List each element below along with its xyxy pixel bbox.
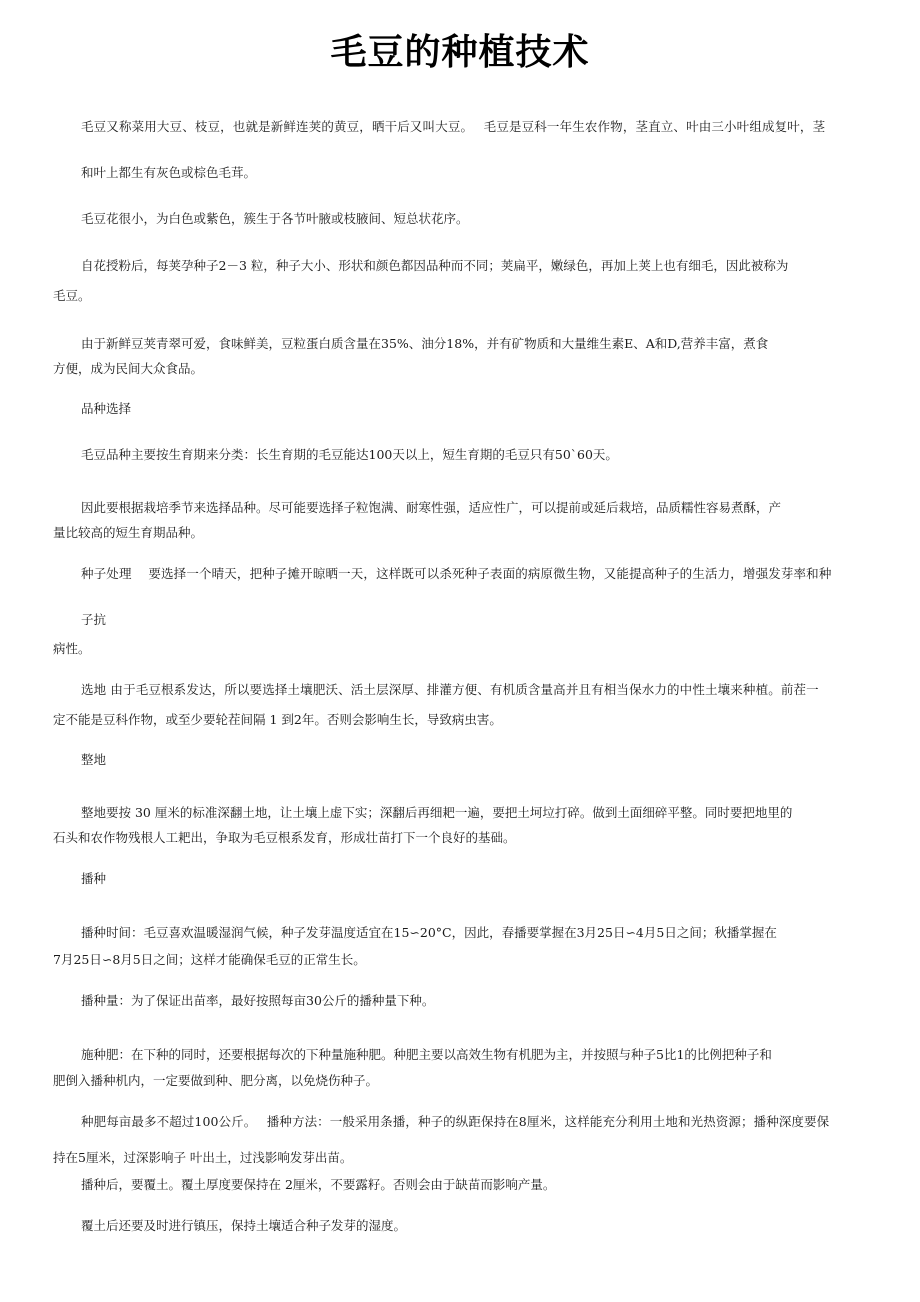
- body-line: 毛豆又称菜用大豆、枝豆，也就是新鲜连荚的黄豆，晒干后又叫大豆。 毛豆是豆科一年生农作物，茎直立、叶由三小叶组成复叶，茎: [81, 119, 826, 134]
- body-line: 选地 由于毛豆根系发达，所以要选择土壤肥沃、活土层深厚、排灌方便、有机质含量高并且有相当保水力的中性土壤来种植。前茬一: [81, 682, 819, 697]
- body-line: 石头和农作物残根人工耙出，争取为毛豆根系发育，形成壮苗打下一个良好的基础。: [53, 830, 516, 845]
- section-heading: 播种: [81, 871, 107, 886]
- body-line: 病性。: [53, 641, 91, 656]
- body-line: 种肥每亩最多不超过100公斤。 播种方法：一般采用条播，种子的纵距保持在8厘米，这样能充分利用土地和光热资源；播种深度要保: [81, 1114, 830, 1129]
- body-line: 因此要根据栽培季节来选择品种。尽可能要选择子粒饱满、耐寒性强，适应性广，可以提前或延后栽培，品质糯性容易煮酥，产: [81, 500, 782, 515]
- body-line: 覆土后还要及时进行镇压，保持土壤适合种子发芽的湿度。: [81, 1218, 407, 1233]
- body-line: 7月25日∽8月5日之间；这样才能确保毛豆的正常生长。: [53, 952, 366, 967]
- body-line: 播种量：为了保证出苗率，最好按照每亩30公斤的播种量下种。: [81, 993, 435, 1008]
- body-line: 肥倒入播种机内，一定要做到种、肥分离，以免烧伤种子。: [53, 1073, 379, 1088]
- body-line: 毛豆品种主要按生育期来分类：长生育期的毛豆能达100天以上，短生育期的毛豆只有50`60天。: [81, 447, 618, 462]
- body-line: 定不能是豆科作物，或至少要轮茬间隔 1 到2年。否则会影响生长，导致病虫害。: [53, 712, 502, 727]
- body-line: 毛豆花很小，为白色或紫色，簇生于各节叶腋或枝腋间、短总状花序。: [81, 211, 469, 226]
- section-heading: 整地: [81, 752, 107, 767]
- body-line: 整地要按 30 厘米的标准深翻土地，让土壤上虚下实；深翻后再细耙一遍，要把土坷垃打碎。做到土面细碎平整。同时要把地里的: [81, 805, 793, 820]
- body-line: 子抗: [81, 612, 107, 627]
- body-line: 种子处理 要选择一个晴天，把种子摊开晾晒一天，这样既可以杀死种子表面的病原微生物，又能提高种子的生活力，增强发芽率和种: [81, 566, 832, 581]
- body-line: 由于新鲜豆荚青翠可爱，食味鲜美，豆粒蛋白质含量在35%、油分18%，并有矿物质和大量维生素E、A和D,营养丰富，煮食: [81, 336, 769, 351]
- section-heading: 品种选择: [81, 401, 132, 416]
- body-line: 和叶上都生有灰色或棕色毛茸。: [81, 165, 257, 180]
- body-line: 播种后，要覆土。覆土厚度要保持在 2厘米，不要露籽。否则会由于缺苗而影响产量。: [81, 1177, 556, 1192]
- body-line: 毛豆。: [53, 288, 91, 303]
- body-line: 方便，成为民间大众食品。: [53, 361, 204, 376]
- body-line: 播种时间：毛豆喜欢温暖湿润气候，种子发芽温度适宜在15∽20°C，因此，春播要掌握在3月25日∽4月5日之间；秋播掌握在: [81, 925, 777, 940]
- body-line: 自花授粉后，每荚孕种子2－3 粒，种子大小、形状和颜色都因品种而不同；荚扁平，嫩绿色，再加上荚上也有细毛，因此被称为: [81, 258, 789, 273]
- body-line: 量比较高的短生育期品种。: [53, 525, 204, 540]
- body-line: 持在5厘米，过深影响子 叶出土，过浅影响发芽出苗。: [53, 1150, 353, 1165]
- body-line: 施种肥：在下种的同时，还要根据每次的下种量施种肥。种肥主要以高效生物有机肥为主，并按照与种子5比1的比例把种子和: [81, 1047, 772, 1062]
- document-title: 毛豆的种植技术: [330, 32, 590, 73]
